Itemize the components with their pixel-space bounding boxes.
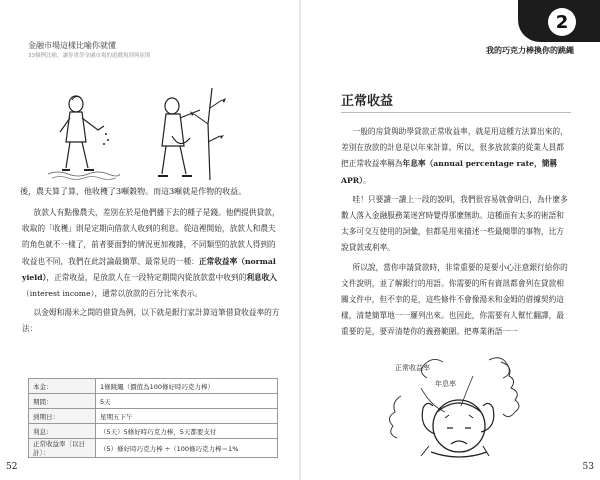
- table-row-label: 正常收益率〔以日計〕：: [29, 439, 96, 458]
- right-paragraph-2: 哇！只要讀一讀上一段的說明，我們很容易就會明白，為什麼多數人落入金融服務業迷宮時覺得那麼無助。這種面有太多的術語和太多可交互使用的詞彙，但都是用來描述一些最簡單的事物，比方說貸款或利率。: [341, 194, 568, 253]
- farmer-sowing-illustration: [48, 90, 120, 180]
- left-page: [0, 0, 299, 480]
- right-paragraph-1: 一般的房貸與助學貸款正常收益率，就是用這種方法算出來的，差別在放款的計息是以年來計算。所以，很多放款業的從業人員都把正常收益率稱為年息率（annual percentage rate，簡稱APR）。: [341, 127, 568, 185]
- heading-divider: [341, 112, 571, 113]
- running-subtitle: 33個例比喻，讓你重學金融市場的遊戲規則與原則: [28, 53, 151, 59]
- left-body-text: [22, 205, 280, 338]
- interest-income-term: 利息收入: [246, 272, 278, 282]
- right-page: [301, 0, 600, 480]
- table-row-value: 5天: [96, 394, 278, 409]
- normal-yield-term: 正常收益率（normal yield）: [22, 256, 276, 282]
- apr-term: 年息率（annual percentage rate，簡稱APR）: [341, 159, 558, 185]
- left-paragraph-2: 以金姆和湯米之間的借貸為例，以下就是銀行家計算這筆借貸收益率的方法：: [22, 308, 280, 334]
- table-row: [29, 409, 278, 424]
- section-heading: 正常收益: [341, 94, 394, 109]
- normal-yield-label: 正常收益率: [395, 364, 430, 372]
- left-paragraph-1: 放款人有點像農夫，差別在於是他們播下去的種子是錢。他們提供貸款，收取的「收穫」則是定期向借款人收到的利息。從這裡開始，放款人和農夫的角色就不一樣了，前者要面對的情況更加複雜，不同類型的放款人得到的收益也不同，我們在此討論最簡單、最常見的一種：正常收益率（normal yield），正常收益，是放款人在一段特定期間內從放款當中收到的利息收入（interest income），通常以放款的百分比來表示。: [22, 208, 280, 299]
- right-body-text: [341, 124, 571, 341]
- chapter-title: 我的巧克力棒換你的跳繩: [486, 45, 574, 55]
- chapter-tab: [518, 0, 600, 42]
- table-row-value: （5）條好時巧克力棒 ÷（100條巧克力棒＝1%: [96, 439, 278, 458]
- table-row: [29, 439, 278, 458]
- table-row-label: 利息：: [29, 424, 96, 439]
- table-row-label: 本金：: [29, 379, 96, 394]
- table-row: [29, 394, 278, 409]
- illustration-caption: 後，農夫算了算，他收穫了3噸穀物。而這3噸就是作物的收益。: [20, 187, 247, 196]
- table-row-value: 星期五下午: [96, 409, 278, 424]
- table-row: [29, 379, 278, 394]
- confused-man-illustration: [381, 356, 556, 460]
- table-row-value: （5天）5條好時巧克力棒，5天都要支付: [96, 424, 278, 439]
- page-number: 53: [582, 462, 594, 472]
- running-title: 金融市場這樣比喻你就懂: [28, 41, 116, 50]
- chapter-number: 2: [548, 8, 576, 36]
- table-row-value: 1條跳繩（價值為100條好時巧克力棒）: [96, 379, 278, 394]
- page-number: 52: [6, 462, 18, 472]
- table-row-label: 到期日：: [29, 409, 96, 424]
- yield-calculation-table: [28, 378, 278, 458]
- right-paragraph-3: 所以說，當你申請貸款時，非常重要的是要小心注意銀行給你的文件說明，並了解銀行的用語。你需要的所有資訊都會列在貸款相關文件中，但不幸的是，這些條件不會像湯米和金姆的借據契約這樣，清楚簡單地一一羅列出來。也因此，你需要有人幫忙翻譯，最重要的是，要弄清楚你的義務範圍。把專業術語一一: [341, 262, 568, 337]
- apr-label: 年息率: [435, 380, 456, 388]
- table-row: [29, 424, 278, 439]
- table-row-label: 期間：: [29, 394, 96, 409]
- farmer-harvest-illustration: [150, 84, 230, 180]
